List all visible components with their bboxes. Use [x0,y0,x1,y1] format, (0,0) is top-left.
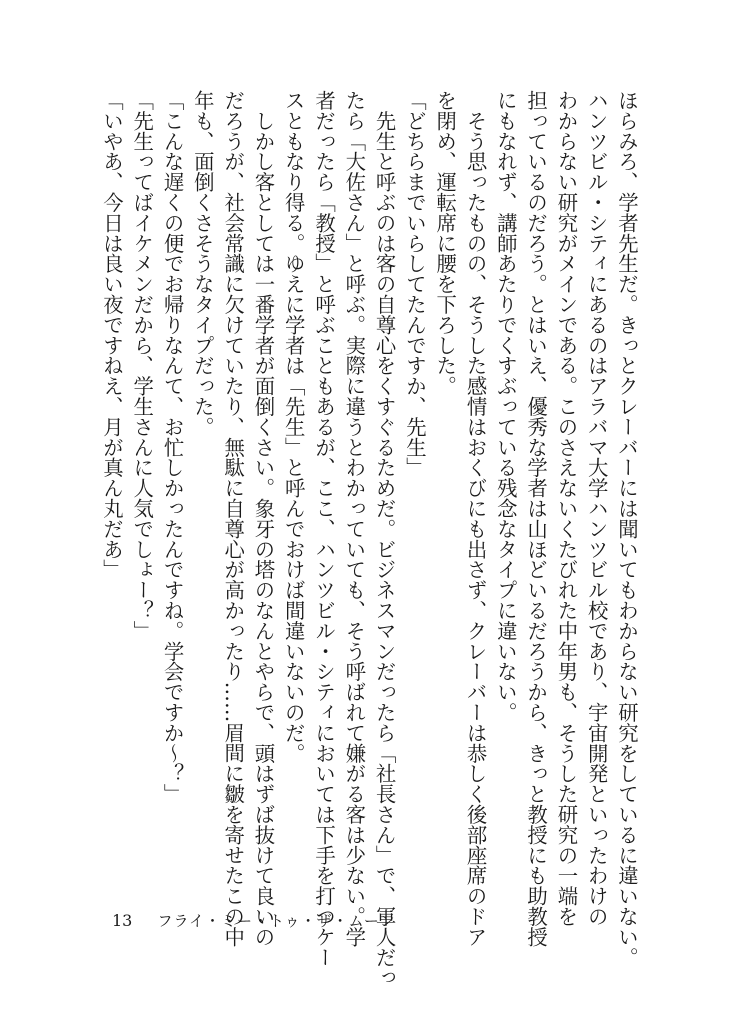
text-line: 「こんな遅くの便でお帰りなんて、お忙しかったんですね。学会ですか～？」 [160,90,185,804]
text-line: 「先生ってばイケメンだから、学生さんに人気でしょー？」 [130,90,155,641]
text-line: にもなれず、講師あたりでくすぶっている残念なタイプに違いない。 [493,90,518,723]
text-line: スともなり得る。ゆえに学者は「先生」と呼んでおけば間違いないのだ。 [281,90,306,764]
text-line: わからない研究がメインである。このさえないくたびれた中年男も、そうした研究の一端を [554,90,579,927]
page-footer [112,910,396,931]
text-line: ハンツビル・シティにあるのはアラバマ大学ハンツビル校であり、宇宙開発といったわけの [584,90,609,927]
text-line: 者だったら「教授」と呼ぶこともあるが、ここ、ハンツビル・シティにおいては下手を打つケー [312,90,337,968]
page-number: 13 [112,911,133,930]
text-line: だろうが、社会常識に欠けていたり、無駄に自尊心が高かったり……眉間に皺を寄せたこの中 [221,90,246,947]
text-line: 「いやあ、今日は良い夜ですねえ、月が真ん丸だあ」 [99,90,124,580]
text-line: ほらみろ、学者先生だ。きっとクレーバーには聞いてもわからない研究をしているに違いない。 [615,90,639,968]
text-line: そう思ったものの、そうした感情はおくびにも出さず、クレーバーは恭しく後部座席のドア [463,90,488,947]
text-line: 先生と呼ぶのは客の自尊心をくすぐるためだ。ビジネスマンだったら「社長さん」で、軍人だっ [372,90,397,988]
text-line: しかし客としては一番学者が面倒くさい。象牙の塔のなんとやらで、頭はずば抜けて良いの [251,90,276,947]
text-line: を閉め、運転席に腰を下ろした。 [433,90,458,396]
book-title: フライ・ミー・トゥ・ザ・ムーン [157,912,396,930]
text-line: 「どちらまでいらしてたんですか、先生」 [402,90,427,478]
text-line: 年も、面倒くさそうなタイプだった。 [190,90,215,437]
text-line: たら「大佐さん」と呼ぶ。実際に違うとわかっていても、そう呼ばれて嫌がる客は少ない。学 [342,90,367,947]
text-line: 担っているのだろう。とはいえ、優秀な学者は山ほどいるだろうから、きっと教授にも助教授 [524,90,549,947]
